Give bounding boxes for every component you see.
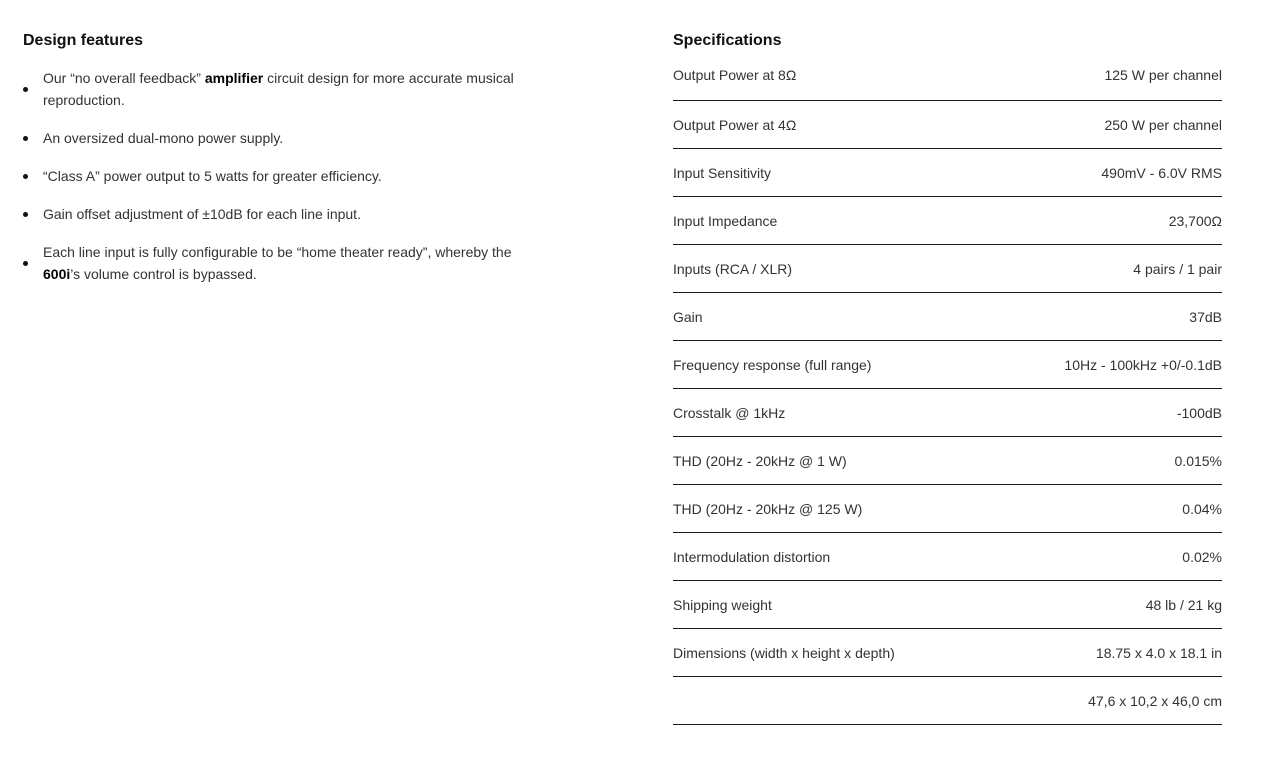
spec-label: Gain [673,308,703,325]
spec-value: 490mV - 6.0V RMS [1101,164,1222,181]
feature-item [23,67,548,111]
specifications-table [673,49,1222,725]
spec-label: Intermodulation distortion [673,548,831,565]
feature-item [23,165,548,187]
bullet-icon [23,212,28,217]
spec-label: THD (20Hz - 20kHz @ 1 W) [673,452,847,469]
spec-value: 18.75 x 4.0 x 18.1 in [1095,644,1222,661]
spec-row [673,629,1222,677]
spec-row [673,149,1222,197]
feature-bold-text: 600i [43,266,71,282]
spec-row [673,677,1222,725]
spec-label: Input Impedance [673,212,778,229]
bullet-icon [23,136,28,141]
spec-label: Output Power at 4Ω [673,116,797,133]
feature-text: circuit design for more accurate musical reproduction. [43,70,514,108]
spec-row [673,197,1222,245]
feature-item [23,203,548,225]
spec-value: 4 pairs / 1 pair [1133,260,1222,277]
design-features-section [23,31,583,301]
feature-item [23,127,548,149]
feature-item [23,241,548,285]
spec-label: Dimensions (width x height x depth) [673,644,895,661]
specifications-title: Specifications [673,32,782,49]
spec-value: 47,6 x 10,2 x 46,0 cm [1088,692,1222,709]
bullet-icon [23,174,28,179]
feature-bold-text: amplifier [204,70,264,86]
feature-text: Our “no overall feedback” [43,70,205,86]
spec-row [673,245,1222,293]
feature-text: ’s volume control is bypassed. [70,266,257,282]
feature-text: Each line input is fully configurable to be “home theater ready”, whereby the [43,244,512,260]
feature-text: “Class A” power output to 5 watts for greater efficiency. [43,168,382,184]
spec-value: 250 W per channel [1104,116,1222,133]
spec-label: THD (20Hz - 20kHz @ 125 W) [673,500,863,517]
spec-label: Output Power at 8Ω [673,66,797,83]
design-features-title: Design features [23,32,144,49]
spec-row [673,581,1222,629]
spec-value: 0.02% [1182,548,1222,565]
bullet-icon [23,261,28,266]
feature-text: Gain offset adjustment of ±10dB for each line input. [43,206,361,222]
specifications-section [673,31,1222,725]
spec-label: Input Sensitivity [673,164,772,181]
spec-row [673,389,1222,437]
spec-value: 23,700Ω [1168,212,1222,229]
spec-row [673,533,1222,581]
spec-value: 0.015% [1174,452,1222,469]
feature-text: An oversized dual-mono power supply. [43,130,284,146]
spec-row [673,485,1222,533]
spec-value: -100dB [1176,404,1222,421]
spec-label: Shipping weight [673,596,772,613]
spec-value: 10Hz - 100kHz +0/-0.1dB [1064,356,1222,373]
spec-label: Frequency response (full range) [673,356,872,373]
spec-value: 125 W per channel [1104,66,1222,83]
spec-label: Crosstalk @ 1kHz [673,404,786,421]
bullet-icon [23,87,28,92]
spec-row [673,101,1222,149]
design-features-list [23,67,583,285]
spec-row [673,49,1222,101]
spec-row [673,293,1222,341]
spec-value: 0.04% [1182,500,1222,517]
spec-row [673,341,1222,389]
spec-value: 37dB [1189,308,1222,325]
spec-label: Inputs (RCA / XLR) [673,260,793,277]
spec-row [673,437,1222,485]
spec-value: 48 lb / 21 kg [1145,596,1222,613]
